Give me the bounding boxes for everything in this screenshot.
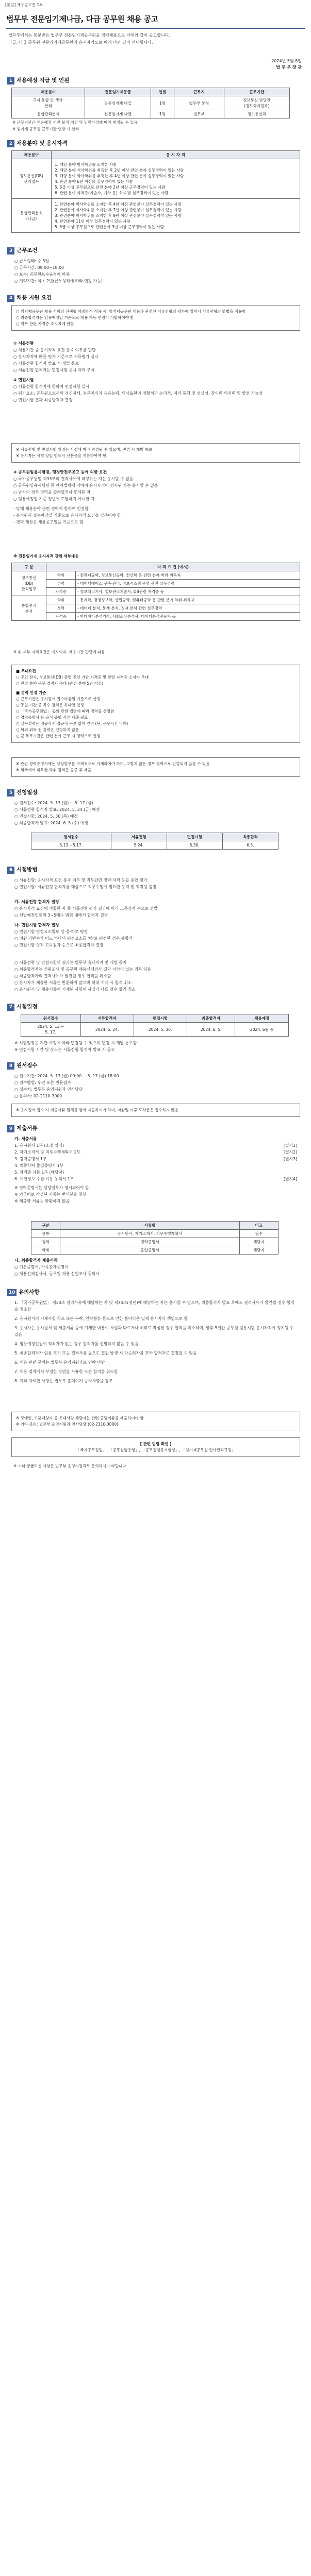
table-cell: - 데이터베이스 구축·관리, 정보시스템 운영 관련 실무경력 — [76, 580, 300, 588]
table-cell — [52, 199, 300, 233]
career-note-box — [11, 757, 300, 777]
table-cell: 전문임기제 나급 — [85, 110, 151, 118]
section-title: 채용 지원 요건 — [17, 295, 52, 301]
list-item: ※ 면접시험 시간 및 장소는 서류전형 합격자 발표 시 공고 — [14, 1047, 115, 1052]
list-item: 4. 관련 분야 6년 이상의 실무경력이 있는 사람 — [55, 179, 133, 184]
section-3-heading — [7, 246, 38, 255]
document-name: 6. 개인정보 수집·이용 동의서 1부 — [14, 1177, 74, 1181]
list-item: ○ 접수방법: 우편 또는 방문접수 — [14, 1080, 71, 1085]
list-item: ○ 채용기간 중 응시자격 요건 충족 여부를 판단 — [13, 348, 96, 352]
table-header: 자 격 요 건 (예시) — [46, 563, 300, 571]
notes-box — [11, 443, 300, 463]
list-item: 가. 서류전형 합격자 결정 — [14, 900, 59, 904]
table-row — [12, 588, 300, 596]
table-cell: 2024. 5. 13.~ 5. 17. — [21, 1023, 81, 1037]
list-item: ○ 공인 전자, 정보통신(DB) 관련 공인 기관 자격증 및 관련 자격증 소지자 우대 — [16, 675, 149, 680]
table-cell: 2024. 6. 5. — [187, 1023, 235, 1037]
section-title: 원서접수 — [17, 1062, 38, 1069]
list-item: 1. 「국가공무원법」 제33조 결격사유에 해당하는 자 및 제74조(정년)에 해당하는 자는 응시할 수 없으며, 최종합격자 발표 후에도 결격사유가 발견될 경우 합격을 취소함 — [14, 1300, 294, 1312]
table-cell: 졸업증명서 — [60, 1246, 239, 1255]
org-text: 법 무 부 장 관 — [276, 65, 302, 70]
table-cell: 경력 — [46, 604, 76, 613]
list-item: 3. 해당 분야 학사학위를 취득한 후 4년 이상 관련 분야 실무경력이 있는 사람 — [55, 174, 184, 178]
list-item: 2. 해당 분야 석사학위를 취득한 후 2년 이상 관련 분야 실무경력이 있는 사람 — [55, 168, 184, 173]
list-item: ※ 경력증명서는 담당업무가 명시되어야 함 — [14, 1185, 89, 1190]
list-item: ※ 제출한 서류는 반환하지 않음 — [14, 1199, 70, 1204]
table-cell: 5.13.~5.17. — [31, 841, 111, 850]
table-note: ※ 근무기관은 채용예정 기관 보직 여건 및 인력사정에 따라 변경될 수 있음 — [12, 120, 138, 125]
table-qualifications — [11, 150, 300, 233]
list-item: ○ 서류전형 합격자 발표: 2024. 5. 24.(금) 예정 — [14, 807, 100, 812]
table-cell: 법무부 본청 — [174, 96, 224, 110]
list-item: - 경력 계산은 채용공고일을 기준으로 함 — [13, 520, 84, 524]
table-cell: 경력증명서 — [60, 1238, 239, 1246]
table-header: 구 분 — [12, 563, 46, 571]
attachment-label: [별지4] — [283, 1177, 297, 1181]
list-item: ○ 서류전형: 응시자격 요건 충족 여부 및 직무관련 경력·자격 등을 종합 평가 — [14, 878, 148, 883]
table-header: 최종합격자 — [187, 1014, 235, 1023]
table-cell: 학위 — [46, 596, 76, 604]
table-header: 면접시험 — [134, 1014, 187, 1023]
table-row — [12, 199, 300, 233]
section-number: 3 — [7, 247, 14, 255]
list-item: ○ 계약기간: 최초 2년(근무성적에 따라 연장 가능) — [14, 279, 103, 283]
preference-box — [11, 665, 300, 743]
list-item: 4. 관련분야 11년 이상 실무경력이 있는 사람 — [55, 219, 130, 224]
list-item: ○ 임기제공무원 채용 시험의 선택형 배점방식 적용 시, 임기제공무원 채용과 관련된 서류전형의 평가에 있어서 서류전형의 방법을 적용함 — [16, 309, 246, 314]
list-item: ○ 근무형태: 주 5일 — [14, 259, 50, 263]
title-wrap — [6, 13, 305, 29]
section-number: 4 — [7, 295, 14, 302]
list-item: ※ 응시자는 시험 당일 반드시 신분증을 지참하여야 함 — [16, 453, 107, 458]
table-cell: 정보통신 담당관 (정보화지원과) — [224, 96, 289, 110]
footer-text: ※ 기타 궁금하신 사항은 법무부 운영지원과로 문의하시기 바랍니다. — [13, 1464, 127, 1468]
table-header: 서류명 — [60, 1222, 239, 1230]
table-cell: 통합관리 분석 — [12, 596, 46, 621]
list-item: ○ 국가공무원법 제33조의 결격사유에 해당하는 자는 응시할 수 없음 — [13, 477, 134, 481]
table-header: 근무지 — [174, 88, 224, 96]
list-item: 6. 채용 관련 문의는 법무부 운영지원과로 연락 바람 — [14, 1360, 105, 1365]
legal-text: 「국가공무원법」, 「공무원임용령」, 「공무원임용시험령」, 「임기제공무원 인사관리규정」 — [76, 1448, 236, 1452]
legal-title: [ 관련 법령 확인 ] — [140, 1442, 172, 1446]
list-item: ○ 「국가공무원법」 등의 관련 법령에 따라 경력을 산정함 — [16, 709, 114, 714]
section-number: 1 — [7, 77, 14, 84]
table-row — [31, 1246, 279, 1255]
section-7-heading — [7, 1003, 38, 1011]
list-item: - 당해 채용분야 관련 경력에 한하여 인정함 — [13, 506, 89, 511]
precautions-list — [14, 1299, 297, 1387]
table-row — [12, 159, 300, 199]
list-item: ○ 기본증명서, 가족관계증명서 — [14, 1265, 69, 1269]
attachment-label: [별지3] — [283, 1157, 297, 1161]
table-cell: 구지 통합 안 생산· 관리 — [12, 96, 85, 110]
application-box — [11, 1104, 300, 1117]
list-item — [14, 1142, 297, 1149]
table-header: 서류합격자 — [80, 1014, 134, 1023]
list-item: 3. 응시자는 응시원서 및 제출서류 등에 기재한 내용이 사실과 다르거나 허위로 작성된 경우 합격을 취소하며, 향후 5년간 공무원 임용시험 응시자격이 정지될 수 있음 — [14, 1326, 294, 1337]
table-cell: 5.30. — [167, 841, 222, 850]
list-item: - 응시원서 접수마감일 기준으로 응시자격 요건을 갖추어야 함 — [13, 513, 121, 518]
schedule-notes — [14, 1040, 297, 1053]
table-header: 인원 — [151, 88, 174, 96]
attachment-label: [별지2] — [283, 1150, 297, 1155]
list-item: ○ 접수기간: 2024. 5. 13.(월) 09:00 ~ 5. 17.(금) 18:00 — [14, 1074, 119, 1078]
table-cell: 정보통신(DB) 관리업무 — [12, 159, 52, 199]
list-item — [14, 1156, 297, 1162]
final-documents — [14, 1257, 297, 1277]
section-title: 제출서류 — [17, 1125, 38, 1131]
section-number: 5 — [7, 789, 14, 796]
list-item: 나. 면접시험 합격자 결정 — [14, 923, 59, 927]
list-item: ○ 서류전형 합격자는 면접시험 응시 자격 부여 — [13, 368, 95, 372]
document-name: 3. 경력증명서 1부 — [14, 1157, 47, 1161]
list-item: ○ 서류전형 합격자에 한하여 면접시험 실시 — [13, 384, 90, 389]
list-item: ※ 외국에서 취득한 학위·경력은 공증 후 제출 — [16, 768, 92, 772]
list-item: ○ 면접시험: 2024. 5. 30.(목) 예정 — [14, 814, 78, 819]
list-item: 2. 응시원서의 기재사항 착오 또는 누락, 연락불능 등으로 인한 불이익은 일체 응시자의 책임으로 함 — [14, 1316, 188, 1321]
list-item: ○ 남자의 경우 병역을 필하였거나 면제된 자 — [13, 490, 91, 495]
table-header: 서류전형 — [111, 833, 167, 841]
list-item: ○ 서류전형 및 면접시험의 결과는 법무부 홈페이지 및 개별 통지 — [14, 960, 127, 965]
list-item — [14, 1149, 297, 1156]
list-item: 2. 관련분야 석사학위를 소지한 후 7년 이상 관련분야 실무경력이 있는 사람 — [55, 208, 182, 212]
table-positions — [11, 88, 290, 118]
list-item: 6. 관련 분야 자격증(기술사, 기사 등) 소지 및 실무경력이 있는 사람 — [55, 191, 169, 195]
section-4-heading — [7, 294, 52, 302]
list-item: ○ 면접시험 결과 최종합격자 결정 — [13, 398, 73, 402]
section-number: 2 — [7, 140, 14, 147]
list-item: ※ 외국어로 작성된 서류는 번역본을 첨부 — [14, 1192, 87, 1197]
list-item: ○ 최종합격자는 임용예정일 기준으로 채용 가능 연령이 적합하여야 함 — [16, 315, 134, 320]
page-title: 법무부 전문임기제나급, 다급 공무원 채용 공고 — [6, 14, 158, 24]
list-item: ○ 면접시험: 서류전형 합격자를 대상으로 직무수행에 필요한 능력 및 적격성 검정 — [14, 885, 157, 889]
table-header: 원서접수 — [31, 833, 111, 841]
table-cell: 경력 — [31, 1238, 60, 1246]
section-number: 7 — [7, 1004, 14, 1011]
list-item: ○ 공무원임용시험령 등 관계법령에 의하여 응시자격이 정지된 자는 응시할 수 없음 — [13, 483, 158, 488]
section-9-heading — [7, 1124, 38, 1132]
list-item: ○ 관련 분야 근무 경력자 우대 (관련 분야 5년 이상) — [16, 681, 104, 686]
table-header: 근무기관 — [224, 88, 289, 96]
table-header: 원서접수 — [21, 1014, 81, 1023]
table-note: ※ 위 세부 자격요건은 예시이며, 채용기관 판단에 따름 — [13, 650, 105, 654]
list-item: ○ 면접시험 성적 고득점자 순으로 최종합격자 결정 — [14, 943, 104, 947]
table-row — [31, 1238, 279, 1246]
table-cell: 2024. 5. 30. — [134, 1023, 187, 1037]
list-item: ※ 응시원서 접수 시 제출서류 일체를 함께 제출하여야 하며, 마감일 이후 도착분은 접수하지 않음 — [16, 1108, 178, 1112]
table-row — [31, 841, 279, 850]
table-header: 응 시 자 격 — [52, 151, 300, 159]
list-item: ※ 시험일정은 기관 사정에 따라 변경될 수 있으며 변경 시 개별 통보함 — [14, 1041, 137, 1045]
table-cell: 통합관리분석 (나급) — [12, 199, 52, 233]
list-item: ○ 선발예정인원의 3~5배수 범위 내에서 합격자 결정 — [14, 913, 108, 918]
list-item: ○ 최종합격자 발표: 2024. 6. 5.(수) 예정 — [14, 821, 88, 825]
list-item: ○ 원서접수: 2024. 5. 13.(월) ~ 5. 17.(금) — [14, 801, 93, 805]
section-6-heading — [7, 866, 38, 874]
list-item — [14, 1176, 297, 1182]
subsection-title: ① 서류전형 — [13, 341, 34, 346]
document-name: 4. 최종학력 졸업증명서 1부 — [14, 1163, 64, 1168]
table-exam-schedule — [21, 1014, 289, 1037]
announcement-date — [271, 58, 302, 71]
list-item: 5. 5급 이상 공무원으로 관련분야 3년 이상 근무경력이 있는 사람 — [55, 225, 165, 229]
section-10-heading — [7, 1288, 40, 1296]
list-item: 7. 채용 절차에서 부정한 방법을 사용한 자는 합격을 취소함 — [14, 1369, 118, 1374]
section-title: 시험일정 — [17, 1004, 38, 1010]
subsection-title: ② 면접시험 — [13, 378, 34, 382]
pass-criteria — [14, 899, 297, 948]
list-item: ○ 최종합격자의 결격사유가 발견될 경우 합격을 취소함 — [14, 974, 111, 978]
document-name: 1. 응시원서 1부 (소정 양식) — [14, 1143, 64, 1148]
section-5-heading — [7, 788, 38, 796]
section-8-heading — [7, 1061, 38, 1070]
table-row — [12, 613, 300, 621]
list-item: ※ 관련 경력증명서에는 담당업무를 구체적으로 기재하여야 하며, 그렇지 않은 경우 경력으로 인정되지 않을 수 있음 — [16, 761, 210, 766]
table-documents — [31, 1221, 279, 1255]
list-item: ○ 응시자가 제출한 서류는 반환하지 않으며 허위 기재 시 합격 취소 — [14, 980, 132, 985]
subsection-title: ③ 공무원임용시험령, 행정안전부공고 등에 의한 요건 — [13, 470, 107, 474]
list-item: 1. 관련분야 박사학위를 소지한 후 4년 이상 관련분야 실무경력이 있는 사람 — [55, 202, 182, 207]
work-conditions — [14, 258, 293, 284]
list-item: ○ 직무 관련 자격증 소지자에 한함 — [16, 321, 74, 326]
list-item: ○ 위원 과반수가 어느 하나의 평정요소를 '하'로 평정한 경우 불합격 — [14, 936, 133, 941]
list-item: 1. 해당 분야 박사학위를 소지한 사람 — [55, 162, 117, 167]
section-number: 6 — [7, 867, 14, 874]
table-row — [12, 596, 300, 604]
list-item: ○ 동일 기간 중 복수 경력은 하나만 인정 — [16, 703, 84, 707]
table-cell: 자격증 — [46, 588, 76, 596]
list-item: ○ 경력증명서 등 공식 증빙 서류 제출 필요 — [16, 715, 88, 720]
table-cell: 정보통신과 — [224, 110, 289, 118]
exam-notes — [14, 959, 297, 993]
list-item: ○ 응시원서 및 제출서류에 기재된 사항이 사실과 다를 경우 합격 취소 — [14, 987, 136, 992]
intro-text: 법무부에서는 통보받은 법무부 전문임기제공무원을 경력채용으로 아래와 같이 공고합니다. 다급, 다급 공무원 전문임기제공무원의 응시자격으로 아래 바와 같이 안내합니다. — [8, 33, 171, 45]
table-cell: 해당자 — [239, 1246, 278, 1255]
section-1-heading — [7, 76, 69, 84]
requirements-box — [11, 305, 300, 331]
list-item: ○ 응시자격에 따른 평가 기준으로 서류평가 실시 — [13, 354, 99, 359]
list-item: ○ 학위 취득 전 경력은 인정하지 않음 — [16, 727, 79, 732]
list-item: ■ 우대요건 — [16, 669, 36, 673]
list-item: ※ 서류전형 및 면접시험 일정은 사정에 따라 변경될 수 있으며, 변경 시 개별 통보 — [16, 447, 153, 452]
list-item: 5. 최종합격자가 임용 포기 또는 결격사유 등으로 결원 발생 시 차순위자를 추가 합격자로 결정할 수 있음 — [14, 1351, 197, 1355]
section-title: 채용예정 직급 및 인원 — [17, 77, 70, 83]
table-cell: - 통계학, 경영정보학, 산업공학, 컴퓨터공학 등 관련 분야 학위 취득자 — [76, 596, 300, 604]
table-header: 최종합격 — [222, 833, 278, 841]
list-item: ■ 경력 인정 기준 — [16, 690, 46, 695]
table-header: 전문임기제등급 — [85, 88, 151, 96]
table-schedule — [31, 833, 279, 850]
list-item: ○ 근무기간은 응시원서 접수마감일 기준으로 산정 — [16, 697, 101, 701]
list-item — [14, 1169, 297, 1176]
list-item: 3. 관련분야 학사학위를 소지한 후 9년 이상 관련분야 실무경력이 있는 사람 — [55, 213, 182, 218]
date-text: 2024년 5월 8일 — [271, 59, 302, 63]
section-title: 채용분야 및 응시자격 — [17, 140, 68, 146]
section-title: 전형일정 — [17, 789, 38, 795]
list-item — [14, 1162, 297, 1169]
attachment-label: [별지1] — [283, 1143, 297, 1148]
table-cell: - 빅데이터분석기사, 사회조사분석사, 데이터분석전문가 등 — [76, 613, 300, 621]
table-header: 채용분야 — [12, 88, 85, 96]
list-item: ○ 최종합격자는 신원조사 및 공무원 채용신체검사 결과 이상이 없는 경우 임용 — [14, 967, 152, 972]
table-header: 비고 — [239, 1222, 278, 1230]
table-header: 채용분야 — [12, 151, 52, 159]
table-cell: 해당자 — [239, 1238, 278, 1246]
table-row — [12, 580, 300, 588]
table-cell: 법무부 — [174, 110, 224, 118]
table-header: 면접시험 — [167, 833, 222, 841]
list-item: ○ 채용신체검사서, 공무원 채용 신원조사 동의서 — [14, 1272, 100, 1276]
table-cell: 1명 — [151, 110, 174, 118]
table-cell: 1명 — [151, 96, 174, 110]
list-item: ※ 장애인, 보훈대상자 등 우대사항 해당자는 관련 증빙서류를 제출하여야 함 — [16, 1416, 144, 1420]
table-cell: 전문임기제 다급 — [85, 96, 151, 110]
table-cell: - 데이터 분석, 통계 분석, 정책 분석 관련 실무경력 — [76, 604, 300, 613]
list-item: ○ 보수: 공무원보수규정에 따름 — [14, 272, 70, 277]
list-item: ○ 평가요소: 공무원으로서의 정신자세, 전문지식과 응용능력, 의사표현의 정확성과 논리성, 예의·품행 및 성실성, 창의력·의지력 및 발전 가능성 — [13, 391, 263, 396]
table-cell: 필수 — [239, 1230, 278, 1238]
table-cell: 학위 — [46, 571, 76, 580]
precautions-box — [11, 1412, 300, 1431]
list-item: ○ 근무시간: 09:00~18:00 — [14, 265, 64, 270]
table-cell: 5.24. — [111, 841, 167, 850]
list-item: ○ 접수처: 법무부 운영지원과 인사담당 — [14, 1087, 83, 1092]
table-cell: 경력 — [46, 580, 76, 588]
table-cell: 통합관리분석 — [12, 110, 85, 118]
list-item: ○ 실무경력은 정규직·비정규직 구분 없이 인정 (단, 근무시간 비례) — [16, 721, 128, 726]
schedule-list — [14, 800, 293, 826]
table-cell: 공통 — [31, 1230, 60, 1238]
table-row — [12, 571, 300, 580]
section-2-heading — [7, 139, 68, 147]
table-cell: 6.5. — [222, 841, 278, 850]
document-name: 5. 자격증 사본 1부 (해당자) — [14, 1170, 64, 1175]
table-cell: 2024. 5. 24. — [80, 1023, 134, 1037]
table-cell — [52, 159, 300, 199]
table-cell: 응시원서, 자기소개서, 직무수행계획서 — [60, 1230, 239, 1238]
legal-box — [11, 1437, 300, 1457]
document-name: 2. 자기소개서 및 직무수행계획서 1부 — [14, 1150, 80, 1155]
subsection-title: 나. 최종합격자 제출서류 — [14, 1258, 58, 1263]
table-cell: - 컴퓨터공학, 정보통신공학, 전산학 등 관련 분야 학위 취득자 — [76, 571, 300, 580]
table-detail-qualifications — [11, 563, 300, 621]
table-header: 채용예정 — [235, 1014, 289, 1023]
list-item: ○ 임용예정일 기준 정년에 도달하지 아니한 자 — [13, 497, 95, 501]
subsection-title: 가. 제출서류 — [14, 1137, 37, 1141]
list-item: 5. 6급 이상 공무원으로 관련 분야 2년 이상 근무경력이 있는 사람 — [55, 185, 166, 190]
table-cell: 학위 — [31, 1246, 60, 1255]
table-row — [12, 96, 290, 110]
table-cell: - 정보처리기사, 정보관리기술사, DB관련 자격증 등 — [76, 588, 300, 596]
section-title: 근무조건 — [17, 247, 38, 253]
section-title: 유의사항 — [19, 1289, 40, 1295]
table-cell: 2024. 6월 중 — [235, 1023, 289, 1037]
list-item: ○ 군 복무기간은 관련 분야 근무 시 경력으로 인정 — [16, 734, 101, 738]
top-label: [붙임] 채용공고문 1부 — [5, 3, 43, 7]
section-number: 9 — [7, 1125, 14, 1132]
section-title: 시험방법 — [17, 867, 38, 873]
list-item: ※ 기타 문의: 법무부 운영지원과 인사담당 (02-2110-3000) — [16, 1422, 119, 1427]
exam-method — [14, 877, 297, 890]
table-row — [12, 604, 300, 613]
table-caption: ※ 전문임기제 응시자격 관련 세부내용 — [13, 554, 79, 558]
application-info — [14, 1073, 297, 1099]
table-cell: 정보통신 (DB) 관리업무 — [12, 571, 46, 596]
list-item: ○ 문의처: 02-2110-3000 — [14, 1094, 62, 1098]
table-note: ※ 임기제 공무원 근무기간 연장 시 합격 — [12, 127, 79, 131]
table-cell: 자격증 — [46, 613, 76, 621]
document-screening — [13, 340, 298, 403]
list-item: ○ 응시자격 요건에 적합한 자 중 서류전형 평가 결과에 따라 고득점자 순으로 선발 — [14, 906, 158, 911]
table-row — [12, 110, 290, 118]
list-item: ○ 서류전형 합격자 발표 시 개별 통보 — [13, 361, 79, 366]
list-item: 8. 기타 자세한 사항은 법무부 홈페이지 공지사항을 참고 — [14, 1379, 113, 1383]
table-row — [31, 1230, 279, 1238]
documents-list — [14, 1136, 297, 1205]
legal-requirements — [13, 469, 298, 526]
section-number: 10 — [7, 1289, 17, 1296]
table-header: 구분 — [31, 1222, 60, 1230]
section-number: 8 — [7, 1062, 14, 1070]
list-item: ○ 면접시험 평정요소별로 상·중·하로 평정 — [14, 929, 88, 934]
table-row — [21, 1023, 289, 1037]
list-item: 4. 임용예정인원이 적격자가 없는 경우 합격자를 선발하지 않을 수 있음 — [14, 1342, 139, 1346]
